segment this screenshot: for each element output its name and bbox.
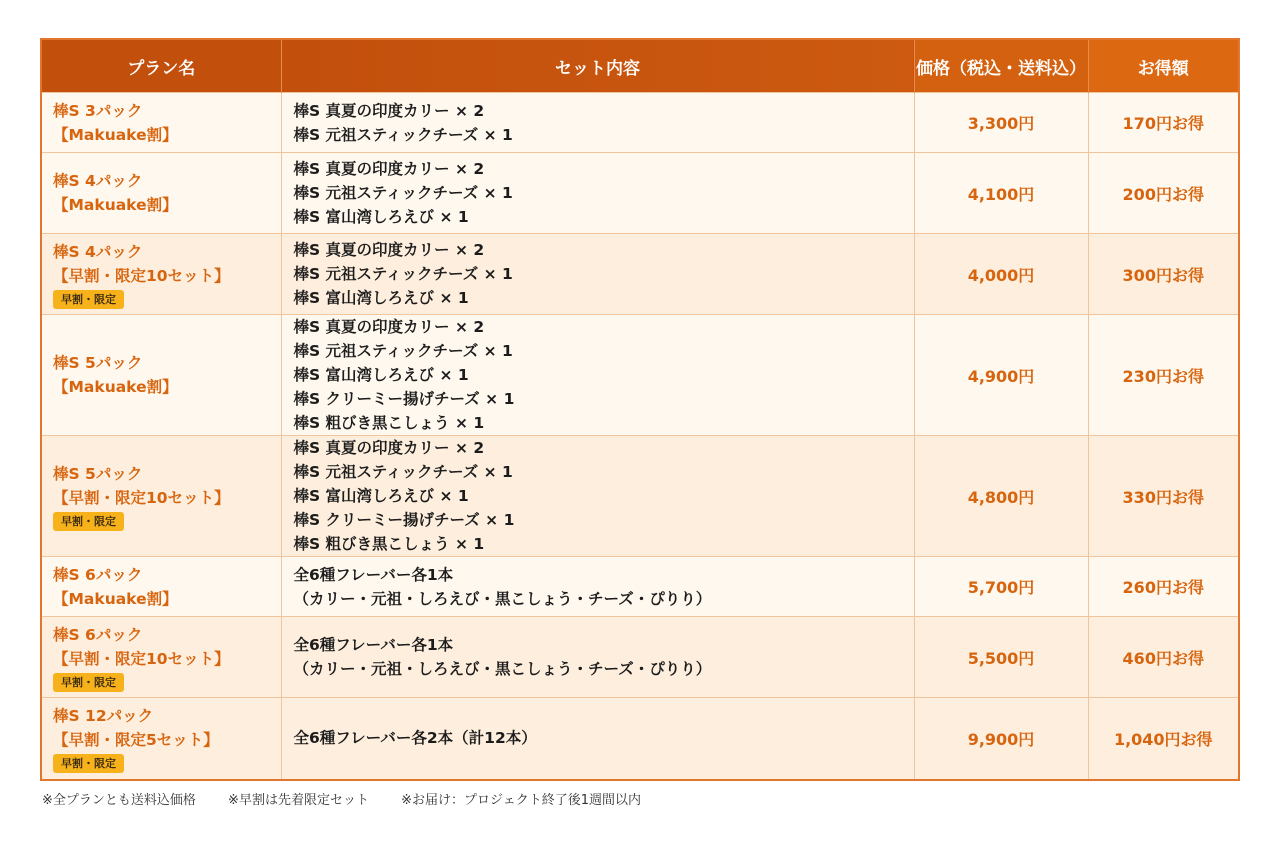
set-contents-cell xyxy=(281,436,914,557)
early-bird-badge: 早割・限定 xyxy=(53,290,124,309)
price-cell xyxy=(914,617,1088,698)
set-contents-cell xyxy=(281,617,914,698)
set-item: 全6種フレーバー各1本 xyxy=(293,636,454,654)
footnote: ※お届け：プロジェクト終了後1週間以内 xyxy=(401,793,641,808)
plan-subtitle: 【早割・限定10セット】 xyxy=(53,266,230,285)
set-contents-cell xyxy=(281,698,914,779)
set-item: 棒S 元祖スティックチーズ × 1 xyxy=(293,184,513,202)
footnotes xyxy=(42,789,669,808)
price-value: 5,500円 xyxy=(967,648,1035,668)
plan-subtitle: 【早割・限定10セット】 xyxy=(53,488,230,507)
set-item: 棒S 元祖スティックチーズ × 1 xyxy=(293,265,513,283)
table-row xyxy=(42,93,1238,153)
price-cell xyxy=(914,436,1088,557)
set-item: （カリー・元祖・しろえび・黒こしょう・チーズ・ぴりり） xyxy=(293,660,712,678)
savings-value: 260円お得 xyxy=(1122,578,1204,597)
set-contents-cell xyxy=(281,153,914,234)
plan-cell xyxy=(42,557,281,617)
early-bird-badge: 早割・限定 xyxy=(53,673,124,692)
savings-cell xyxy=(1088,315,1238,436)
set-contents-cell xyxy=(281,93,914,153)
plan-subtitle: 【Makuake割】 xyxy=(53,378,178,396)
savings-value: 300円お得 xyxy=(1122,265,1204,285)
header-price: 価格（税込・送料込） xyxy=(914,40,1088,93)
table-row xyxy=(42,557,1238,617)
set-item: （カリー・元祖・しろえび・黒こしょう・チーズ・ぴりり） xyxy=(293,589,712,608)
set-contents-cell xyxy=(281,557,914,617)
price-cell xyxy=(914,93,1088,153)
set-item: 棒S 元祖スティックチーズ × 1 xyxy=(293,463,513,481)
plan-name: 棒S 6パック xyxy=(53,565,143,584)
savings-value: 460円お得 xyxy=(1122,648,1204,668)
savings-cell xyxy=(1088,698,1238,779)
savings-value: 230円お得 xyxy=(1122,366,1204,386)
plan-cell xyxy=(42,315,281,436)
set-item: 棒S 富山湾しろえび × 1 xyxy=(293,208,469,226)
plan-cell xyxy=(42,234,281,315)
set-item: 棒S 粗びき黒こしょう × 1 xyxy=(293,414,485,432)
plan-subtitle: 【Makuake割】 xyxy=(53,125,178,144)
plan-subtitle: 【Makuake割】 xyxy=(53,589,178,608)
set-item: 棒S クリーミー揚げチーズ × 1 xyxy=(293,390,515,408)
set-item: 棒S 真夏の印度カリー × 2 xyxy=(293,318,485,336)
plan-name: 棒S 4パック xyxy=(53,242,143,261)
set-item: 棒S クリーミー揚げチーズ × 1 xyxy=(293,511,515,529)
savings-cell xyxy=(1088,436,1238,557)
set-item: 棒S 元祖スティックチーズ × 1 xyxy=(293,125,513,144)
table-row xyxy=(42,436,1238,557)
set-item: 棒S 粗びき黒こしょう × 1 xyxy=(293,535,485,553)
header-savings: お得額 xyxy=(1088,40,1238,93)
savings-cell xyxy=(1088,93,1238,153)
savings-value: 1,040円お得 xyxy=(1113,729,1213,749)
price-value: 3,300円 xyxy=(967,114,1035,133)
plan-cell xyxy=(42,153,281,234)
set-contents-cell xyxy=(281,234,914,315)
price-value: 4,900円 xyxy=(967,366,1035,386)
price-cell xyxy=(914,698,1088,779)
set-item: 全6種フレーバー各1本 xyxy=(293,565,454,584)
set-contents-cell xyxy=(281,315,914,436)
plan-name: 棒S 12パック xyxy=(53,706,154,725)
plan-cell xyxy=(42,698,281,779)
header-set-contents: セット内容 xyxy=(281,40,914,93)
set-item: 棒S 真夏の印度カリー × 2 xyxy=(293,241,485,259)
price-value: 9,900円 xyxy=(967,729,1035,749)
table-row xyxy=(42,617,1238,698)
table-row xyxy=(42,698,1238,779)
price-value: 4,000円 xyxy=(967,265,1035,285)
early-bird-badge: 早割・限定 xyxy=(53,512,124,531)
plan-name: 棒S 3パック xyxy=(53,101,143,120)
pricing-table-container xyxy=(40,38,1240,781)
plan-name: 棒S 6パック xyxy=(53,625,143,644)
savings-cell xyxy=(1088,557,1238,617)
price-value: 4,100円 xyxy=(967,184,1035,204)
early-bird-badge: 早割・限定 xyxy=(53,754,124,773)
pricing-table xyxy=(42,40,1238,779)
set-item: 全6種フレーバー各2本（計12本） xyxy=(293,729,537,748)
plan-subtitle: 【早割・限定10セット】 xyxy=(53,649,230,668)
plan-subtitle: 【Makuake割】 xyxy=(53,196,178,214)
plan-cell xyxy=(42,93,281,153)
savings-value: 200円お得 xyxy=(1122,184,1204,204)
set-item: 棒S 真夏の印度カリー × 2 xyxy=(293,160,485,178)
plan-name: 棒S 4パック xyxy=(53,172,143,190)
price-value: 5,700円 xyxy=(967,578,1035,597)
price-cell xyxy=(914,153,1088,234)
header-plan-name: プラン名 xyxy=(42,40,281,93)
price-cell xyxy=(914,315,1088,436)
price-cell xyxy=(914,234,1088,315)
plan-cell xyxy=(42,436,281,557)
set-item: 棒S 富山湾しろえび × 1 xyxy=(293,289,469,307)
set-item: 棒S 真夏の印度カリー × 2 xyxy=(293,439,485,457)
savings-cell xyxy=(1088,617,1238,698)
header-row xyxy=(42,40,1238,93)
table-row xyxy=(42,234,1238,315)
set-item: 棒S 富山湾しろえび × 1 xyxy=(293,487,469,505)
savings-value: 330円お得 xyxy=(1122,487,1204,507)
savings-value: 170円お得 xyxy=(1122,114,1204,133)
footnote: ※全プランとも送料込価格 xyxy=(42,793,196,808)
plan-subtitle: 【早割・限定5セット】 xyxy=(53,730,219,749)
plan-cell xyxy=(42,617,281,698)
price-cell xyxy=(914,557,1088,617)
price-value: 4,800円 xyxy=(967,487,1035,507)
footnote: ※早割は先着限定セット xyxy=(228,793,369,808)
plan-name: 棒S 5パック xyxy=(53,354,143,372)
set-item: 棒S 富山湾しろえび × 1 xyxy=(293,366,469,384)
set-item: 棒S 元祖スティックチーズ × 1 xyxy=(293,342,513,360)
table-row xyxy=(42,153,1238,234)
plan-name: 棒S 5パック xyxy=(53,464,143,483)
set-item: 棒S 真夏の印度カリー × 2 xyxy=(293,101,485,120)
table-row xyxy=(42,315,1238,436)
savings-cell xyxy=(1088,153,1238,234)
savings-cell xyxy=(1088,234,1238,315)
